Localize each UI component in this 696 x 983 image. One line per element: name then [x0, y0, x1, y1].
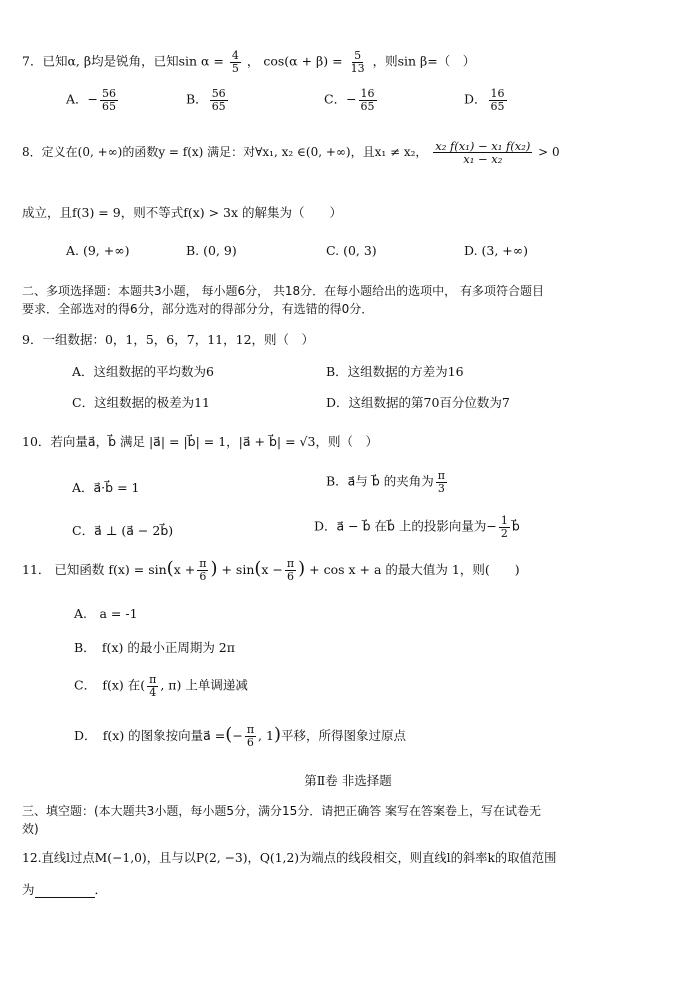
q10-option-a: A．a⃗·b⃗ = 1 — [72, 480, 140, 495]
q9-option-b: B．这组数据的方差为16 — [326, 364, 464, 379]
q9-option-a: A．这组数据的平均数为6 — [72, 364, 214, 379]
q10-stem: 10．若向量a⃗，b⃗ 满足 |a⃗| = |b⃗| = 1，|a⃗ + b⃗| = √3，则（ ） — [22, 434, 378, 449]
q10-option-d: D．a⃗ − b⃗ 在b⃗ 上的投影向量为− $\frac{1}{2}$ b⃗ — [314, 514, 520, 540]
q8-option-b: B. (0, 9) — [186, 243, 237, 258]
q7-fraction-4-5: $\frac{4}{5}$ — [231, 49, 239, 75]
q8-stem-continued: 成立，且f(3) = 9，则不等式f(x) > 3x 的解集为（ ） — [22, 205, 343, 220]
q11-option-a: A. a = -1 — [74, 606, 138, 621]
q8-stem: 8．定义在(0, +∞)的函数y = f(x) 满足：对∀x₁, x₂ ∈(0, +∞)，且x₁ ≠ x₂， $\frac{\text{x₂ f(x₁) − x₁ f(x₂)}}{\text{x₁ − x₂}}$ > 0 — [22, 139, 560, 167]
answer-blank — [35, 885, 95, 898]
q9-option-d: D．这组数据的第70百分位数为7 — [326, 395, 510, 410]
q9-stem: 9．一组数据：0，1，5，6，7，11，12，则（ ） — [22, 332, 315, 347]
q10-option-c: C．a⃗ ⊥ (a⃗ − 2b⃗) — [72, 523, 174, 538]
section3-heading-line2: 效) — [22, 822, 39, 836]
q11-option-b: B． f(x) 的最小正周期为 2π — [74, 640, 235, 655]
q7-fraction-5-13: $\frac{5}{13}$ — [350, 49, 365, 75]
q9-option-c: C．这组数据的极差为11 — [72, 395, 210, 410]
q8-option-c: C. (0, 3) — [326, 243, 377, 258]
section2-heading-line1: 二、多项选择题：本题共3小题， 每小题6分， 共18分．在每小题给出的选项中， 有多项符合题目 — [22, 284, 544, 298]
section3-heading-line1: 三、填空题：(本大题共3小题，每小题5分，满分15分．请把正确答 案写在答案卷上，写在试卷无 — [22, 804, 542, 818]
q11-option-d: D． f(x) 的图象按向量a⃗ =(− $\frac{\pi}{6}$ , 1)平移，所得图象过原点 — [74, 723, 406, 749]
q7-option-b: B． $\frac{56}{65}$ — [186, 87, 226, 113]
section2-heading-line2: 要求．全部选对的得6分，部分选对的得部分分，有选错的得0分． — [22, 302, 374, 316]
q7-option-d: D． $\frac{16}{65}$ — [464, 87, 505, 113]
q7-option-c: C．− $\frac{16}{65}$ — [324, 87, 375, 113]
q8-fraction: $\frac{\text{x₂ f(x₁) − x₁ f(x₂)}}{\text{x₁ − x₂}}$ — [435, 139, 531, 167]
q10-option-b: B．a⃗与 b⃗ 的夹角为 $\frac{\pi}{3}$ — [326, 469, 445, 495]
q7-option-a: A．− $\frac{56}{65}$ — [66, 87, 117, 113]
q12-stem: 12.直线l过点M(−1,0)，且与以P(2, −3)，Q(1,2)为端点的线段相交，则直线l的斜率k的取值范围 — [22, 851, 557, 865]
q8-option-a: A. (9, +∞) — [66, 243, 130, 258]
part2-title: 第Ⅱ卷 非选择题 — [304, 773, 392, 788]
q12-stem-continued: 为 ． — [22, 882, 108, 897]
q11-option-c: C． f(x) 在( $\frac{\pi}{4}$ , π) 上单调递减 — [74, 673, 248, 699]
q11-stem: 11． 已知函数 f(x) = sin(x + $\frac{\pi}{6}$ ) + sin(x − $\frac{\pi}{6}$ ) + cos x + a 的最大值为 1，则( ) — [22, 557, 520, 583]
q7-stem: 7．已知α, β均是锐角，已知sin α = $\frac{4}{5}$ ， cos(α + β) = $\frac{5}{13}$ ，则sin β=（ ） — [22, 49, 476, 75]
q8-option-d: D. (3, +∞) — [464, 243, 529, 258]
